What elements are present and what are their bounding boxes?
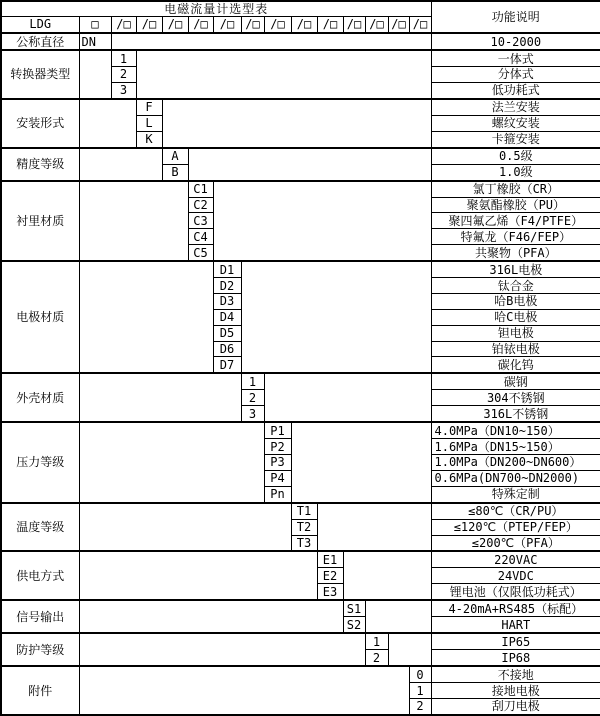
code-cell: C2: [188, 197, 213, 213]
category-label: 外壳材质: [1, 373, 79, 422]
category-label: 压力等级: [1, 422, 79, 503]
description-cell: 0.6MPa(DN700~DN2000): [431, 470, 600, 486]
code-cell: 1: [241, 373, 264, 389]
description-cell: HART: [431, 617, 600, 633]
spacer-cell: [162, 99, 431, 148]
code-cell: T1: [291, 503, 317, 519]
code-cell: S1: [343, 600, 365, 616]
description-cell: 304不锈钢: [431, 390, 600, 406]
category-label: 信号输出: [1, 600, 79, 633]
category-label: 精度等级: [1, 148, 79, 181]
code-cell: P2: [264, 439, 291, 455]
code-cell: D7: [213, 357, 241, 373]
spacer-cell: [79, 373, 241, 422]
description-cell: 特殊定制: [431, 486, 600, 502]
code-cell: C1: [188, 181, 213, 197]
model-prefix: LDG: [1, 16, 79, 33]
description-cell: 聚氨酯橡胶（PU）: [431, 197, 600, 213]
code-cell: E3: [317, 584, 343, 600]
spacer-cell: [241, 261, 431, 373]
code-cell: D6: [213, 341, 241, 357]
spacer-cell: [79, 181, 188, 262]
description-cell: IP68: [431, 650, 600, 666]
description-cell: 铂铱电极: [431, 341, 600, 357]
code-cell: D3: [213, 293, 241, 309]
spacer-cell: [291, 422, 431, 503]
spacer-cell: [79, 422, 264, 503]
code-cell: A: [162, 148, 188, 164]
code-cell: D1: [213, 261, 241, 277]
model-slot-cell: /□: [162, 16, 188, 33]
model-slot-cell: /□: [264, 16, 291, 33]
description-cell: 法兰安装: [431, 99, 600, 115]
code-cell: T2: [291, 519, 317, 535]
description-cell: 锂电池（仅限低功耗式）: [431, 584, 600, 600]
code-cell: 2: [365, 650, 388, 666]
code-cell: C3: [188, 213, 213, 229]
description-cell: 分体式: [431, 67, 600, 83]
category-label: 附件: [1, 666, 79, 715]
spacer-cell: [264, 373, 431, 422]
model-slot-cell: /□: [388, 16, 409, 33]
description-cell: 哈B电极: [431, 293, 600, 309]
model-slot-cell: /□: [241, 16, 264, 33]
description-cell: ≤120℃（PTEP/FEP）: [431, 519, 600, 535]
description-cell: 接地电极: [431, 683, 600, 699]
description-cell: 钛合金: [431, 278, 600, 294]
spacer-cell: [111, 33, 431, 50]
code-cell: 3: [241, 406, 264, 422]
code-cell: T3: [291, 535, 317, 551]
description-cell: 316L不锈钢: [431, 406, 600, 422]
description-cell: 聚四氟乙烯（F4/PTFE）: [431, 213, 600, 229]
code-cell: Pn: [264, 486, 291, 502]
code-cell: D2: [213, 278, 241, 294]
description-cell: 共聚物（PFA）: [431, 245, 600, 261]
page-title: 电磁流量计选型表: [1, 1, 431, 16]
code-cell: 2: [241, 390, 264, 406]
spacer-cell: [343, 551, 431, 600]
code-cell: 1: [365, 633, 388, 649]
description-cell: 0.5级: [431, 148, 600, 164]
code-cell: 1: [111, 50, 136, 66]
code-cell: D5: [213, 325, 241, 341]
code-cell: P3: [264, 454, 291, 470]
model-slot-cell: /□: [136, 16, 162, 33]
model-slot-cell: /□: [188, 16, 213, 33]
description-cell: 特氟龙（F46/FEP）: [431, 229, 600, 245]
spacer-cell: [79, 50, 111, 99]
model-slot-cell: /□: [291, 16, 317, 33]
code-cell: B: [162, 164, 188, 180]
category-label: 供电方式: [1, 551, 79, 600]
code-cell: C5: [188, 245, 213, 261]
spacer-cell: [136, 50, 431, 99]
description-cell: 碳钢: [431, 373, 600, 389]
code-cell: DN: [79, 33, 111, 50]
description-cell: 低功耗式: [431, 82, 600, 98]
category-label: 衬里材质: [1, 181, 79, 262]
description-cell: IP65: [431, 633, 600, 649]
category-label: 温度等级: [1, 503, 79, 552]
description-cell: 卡箍安装: [431, 131, 600, 147]
spacer-cell: [388, 633, 431, 666]
code-cell: 2: [409, 698, 431, 715]
description-cell: 10-2000: [431, 33, 600, 50]
description-cell: 氯丁橡胶（CR）: [431, 181, 600, 197]
description-cell: 刮刀电极: [431, 698, 600, 715]
description-cell: 哈C电极: [431, 309, 600, 325]
model-slot-cell: /□: [317, 16, 343, 33]
spacer-cell: [79, 148, 162, 181]
category-label: 安装形式: [1, 99, 79, 148]
description-cell: 钽电极: [431, 325, 600, 341]
code-cell: D4: [213, 309, 241, 325]
spacer-cell: [79, 666, 409, 715]
description-cell: 1.0MPa（DN200~DN600）: [431, 454, 600, 470]
code-cell: 2: [111, 67, 136, 83]
description-cell: 1.0级: [431, 164, 600, 180]
description-cell: 一体式: [431, 50, 600, 66]
category-label: 防护等级: [1, 633, 79, 666]
description-cell: 4-20mA+RS485（标配）: [431, 600, 600, 616]
code-cell: L: [136, 115, 162, 131]
description-cell: 4.0MPa（DN10~150）: [431, 422, 600, 438]
spacer-cell: [317, 503, 431, 552]
description-cell: ≤80℃（CR/PU）: [431, 503, 600, 519]
code-cell: 3: [111, 82, 136, 98]
category-label: 电极材质: [1, 261, 79, 373]
code-cell: 0: [409, 666, 431, 682]
model-slot-cell: /□: [409, 16, 431, 33]
description-cell: 螺纹安装: [431, 115, 600, 131]
code-cell: S2: [343, 617, 365, 633]
spacer-cell: [79, 633, 365, 666]
category-label: 转换器类型: [1, 50, 79, 99]
description-cell: 不接地: [431, 666, 600, 682]
model-slot-cell: /□: [365, 16, 388, 33]
code-cell: E2: [317, 568, 343, 584]
spacer-cell: [79, 503, 291, 552]
code-cell: K: [136, 131, 162, 147]
code-cell: F: [136, 99, 162, 115]
model-first-checkbox: □: [79, 16, 111, 33]
code-cell: 1: [409, 683, 431, 699]
description-cell: 24VDC: [431, 568, 600, 584]
function-column-header: 功能说明: [431, 1, 600, 33]
description-cell: ≤200℃（PFA）: [431, 535, 600, 551]
description-cell: 220VAC: [431, 551, 600, 567]
spacer-cell: [79, 600, 343, 633]
model-slot-cell: /□: [111, 16, 136, 33]
code-cell: E1: [317, 551, 343, 567]
spacer-cell: [365, 600, 431, 633]
model-slot-cell: /□: [343, 16, 365, 33]
description-cell: 1.6MPa（DN15~150）: [431, 439, 600, 455]
spacer-cell: [213, 181, 431, 262]
description-cell: 316L电极: [431, 261, 600, 277]
category-label: 公称直径: [1, 33, 79, 50]
code-cell: C4: [188, 229, 213, 245]
spacer-cell: [79, 551, 317, 600]
spacer-cell: [79, 261, 213, 373]
spacer-cell: [79, 99, 136, 148]
description-cell: 碳化钨: [431, 357, 600, 373]
spacer-cell: [188, 148, 431, 181]
code-cell: P4: [264, 470, 291, 486]
code-cell: P1: [264, 422, 291, 438]
model-slot-cell: /□: [213, 16, 241, 33]
